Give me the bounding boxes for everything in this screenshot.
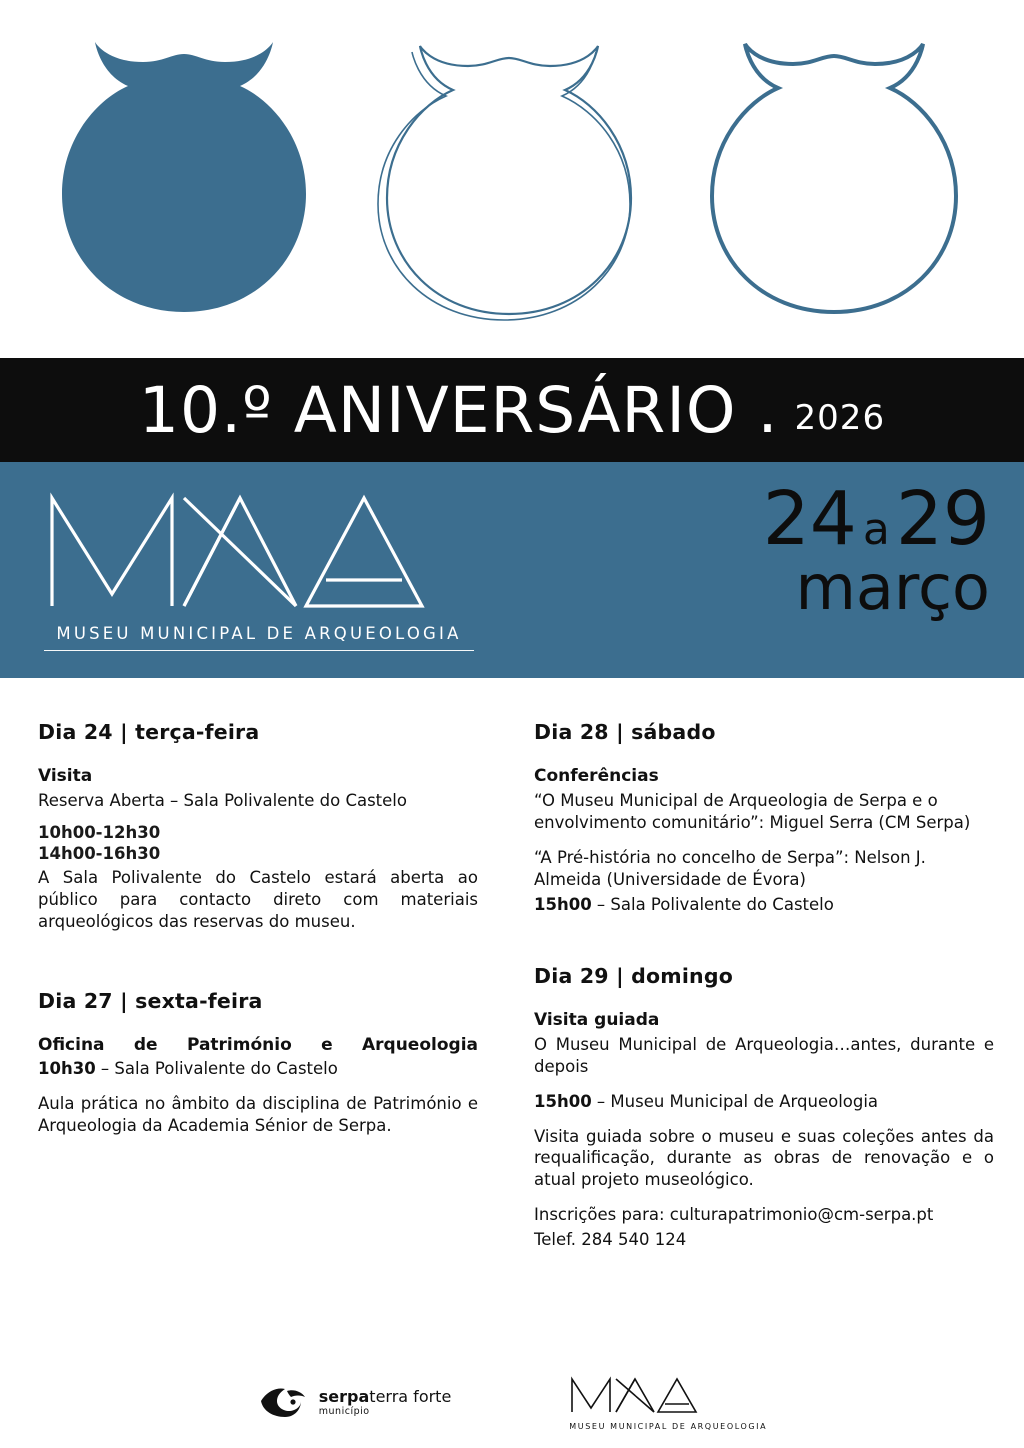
- section-title: Visita guiada: [534, 1009, 660, 1030]
- talk-item: “A Pré-história no concelho de Serpa”: Nelson J. Almeida (Universidade de Évora): [534, 847, 926, 889]
- day-heading: Dia 27 | sexta-feira: [38, 988, 263, 1013]
- mma-footer-subtitle: MUSEU MUNICIPAL DE ARQUEOLOGIA: [569, 1422, 768, 1431]
- contact-phone-line: Telef. 284 540 124: [534, 1230, 687, 1250]
- time-value: 15h00: [534, 894, 592, 914]
- logo-date-band: [0, 462, 1024, 678]
- description: Visita guiada sobre o museu e suas coleções antes da requalificação, durante as obras de renovação e o atual projeto museológico.: [534, 1126, 994, 1190]
- venue-line: Reserva Aberta – Sala Polivalente do Castelo: [38, 791, 407, 810]
- serpa-wordmark: [319, 1389, 452, 1417]
- date-day-from: 24: [762, 476, 857, 562]
- date-month: março: [795, 551, 990, 625]
- time-venue: – Museu Municipal de Arqueologia: [591, 1091, 879, 1111]
- subtitle-line: O Museu Municipal de Arqueologia…antes, durante e depois: [534, 1034, 994, 1076]
- program-column-left: [0, 678, 512, 1358]
- section-title: Oficina de Património e Arqueologia: [38, 1034, 478, 1055]
- mma-logo-mark-icon: [44, 484, 474, 614]
- day-heading: Dia 28 | sábado: [534, 720, 716, 744]
- serpa-name: serpa: [318, 1387, 370, 1407]
- day-heading: Dia 24 | terça-feira: [38, 720, 260, 744]
- talk-item: “O Museu Municipal de Arqueologia de Serpa e o envolvimento comunitário”: Miguel Serra (CM Serpa): [534, 791, 971, 832]
- serpa-municipio-label: município: [318, 1406, 370, 1418]
- serpa-municipality-logo: [257, 1383, 452, 1423]
- logo-divider: [44, 650, 474, 651]
- program-column-right: [512, 678, 1024, 1358]
- serpa-tagline: terra forte: [369, 1387, 452, 1407]
- program-entry-day28: [534, 720, 994, 916]
- time-line: [534, 1091, 994, 1113]
- date-day-to: 29: [895, 476, 990, 562]
- mma-footer-mark-icon: [569, 1375, 727, 1415]
- time-line: [534, 894, 994, 916]
- mma-logo-subtitle: MUSEU MUNICIPAL DE ARQUEOLOGIA: [56, 624, 462, 643]
- time-line: [38, 1058, 478, 1080]
- description: A Sala Polivalente do Castelo estará aberta ao público para contacto direto com materiais arqueológicos das reservas do museu.: [38, 867, 478, 931]
- mma-footer-logo: [569, 1375, 767, 1431]
- date-separator: a: [862, 504, 890, 555]
- section-title: Conferências: [534, 766, 659, 786]
- time-venue: – Sala Polivalente do Castelo: [95, 1058, 338, 1078]
- mma-logo: [44, 484, 474, 651]
- time-value: 10h30: [38, 1058, 96, 1078]
- vessel-double-outline-icon: [378, 46, 631, 320]
- time-line: 14h00-16h30: [38, 844, 161, 864]
- vessels-svg: [0, 0, 1024, 358]
- title-year: 2026: [794, 398, 886, 438]
- section-title: Visita: [38, 766, 93, 786]
- event-dates: [762, 476, 990, 625]
- time-line: 10h00-12h30: [38, 822, 161, 842]
- program-entry-day29: [534, 964, 994, 1252]
- program-entry-day24: [38, 720, 478, 933]
- vessel-outline-icon: [712, 44, 956, 312]
- program-content: [0, 678, 1024, 1358]
- contact-email-line[interactable]: Inscrições para: culturapatrimonio@cm-serpa.pt: [534, 1205, 934, 1225]
- footer-logos: [0, 1358, 1024, 1448]
- page-title: 10.º ANIVERSÁRIO .: [138, 373, 779, 447]
- description: Aula prática no âmbito da disciplina de Património e Arqueologia da Academia Sénior de Serpa.: [38, 1093, 478, 1135]
- serpa-crest-icon: [257, 1383, 309, 1423]
- time-value: 15h00: [534, 1091, 592, 1111]
- vessel-illustration-band: [0, 0, 1024, 358]
- program-entry-day27: [38, 989, 478, 1137]
- anniversary-title-bar: [0, 358, 1024, 462]
- time-venue: – Sala Polivalente do Castelo: [591, 894, 834, 914]
- vessel-filled-icon: [62, 42, 306, 312]
- day-heading: Dia 29 | domingo: [534, 963, 734, 988]
